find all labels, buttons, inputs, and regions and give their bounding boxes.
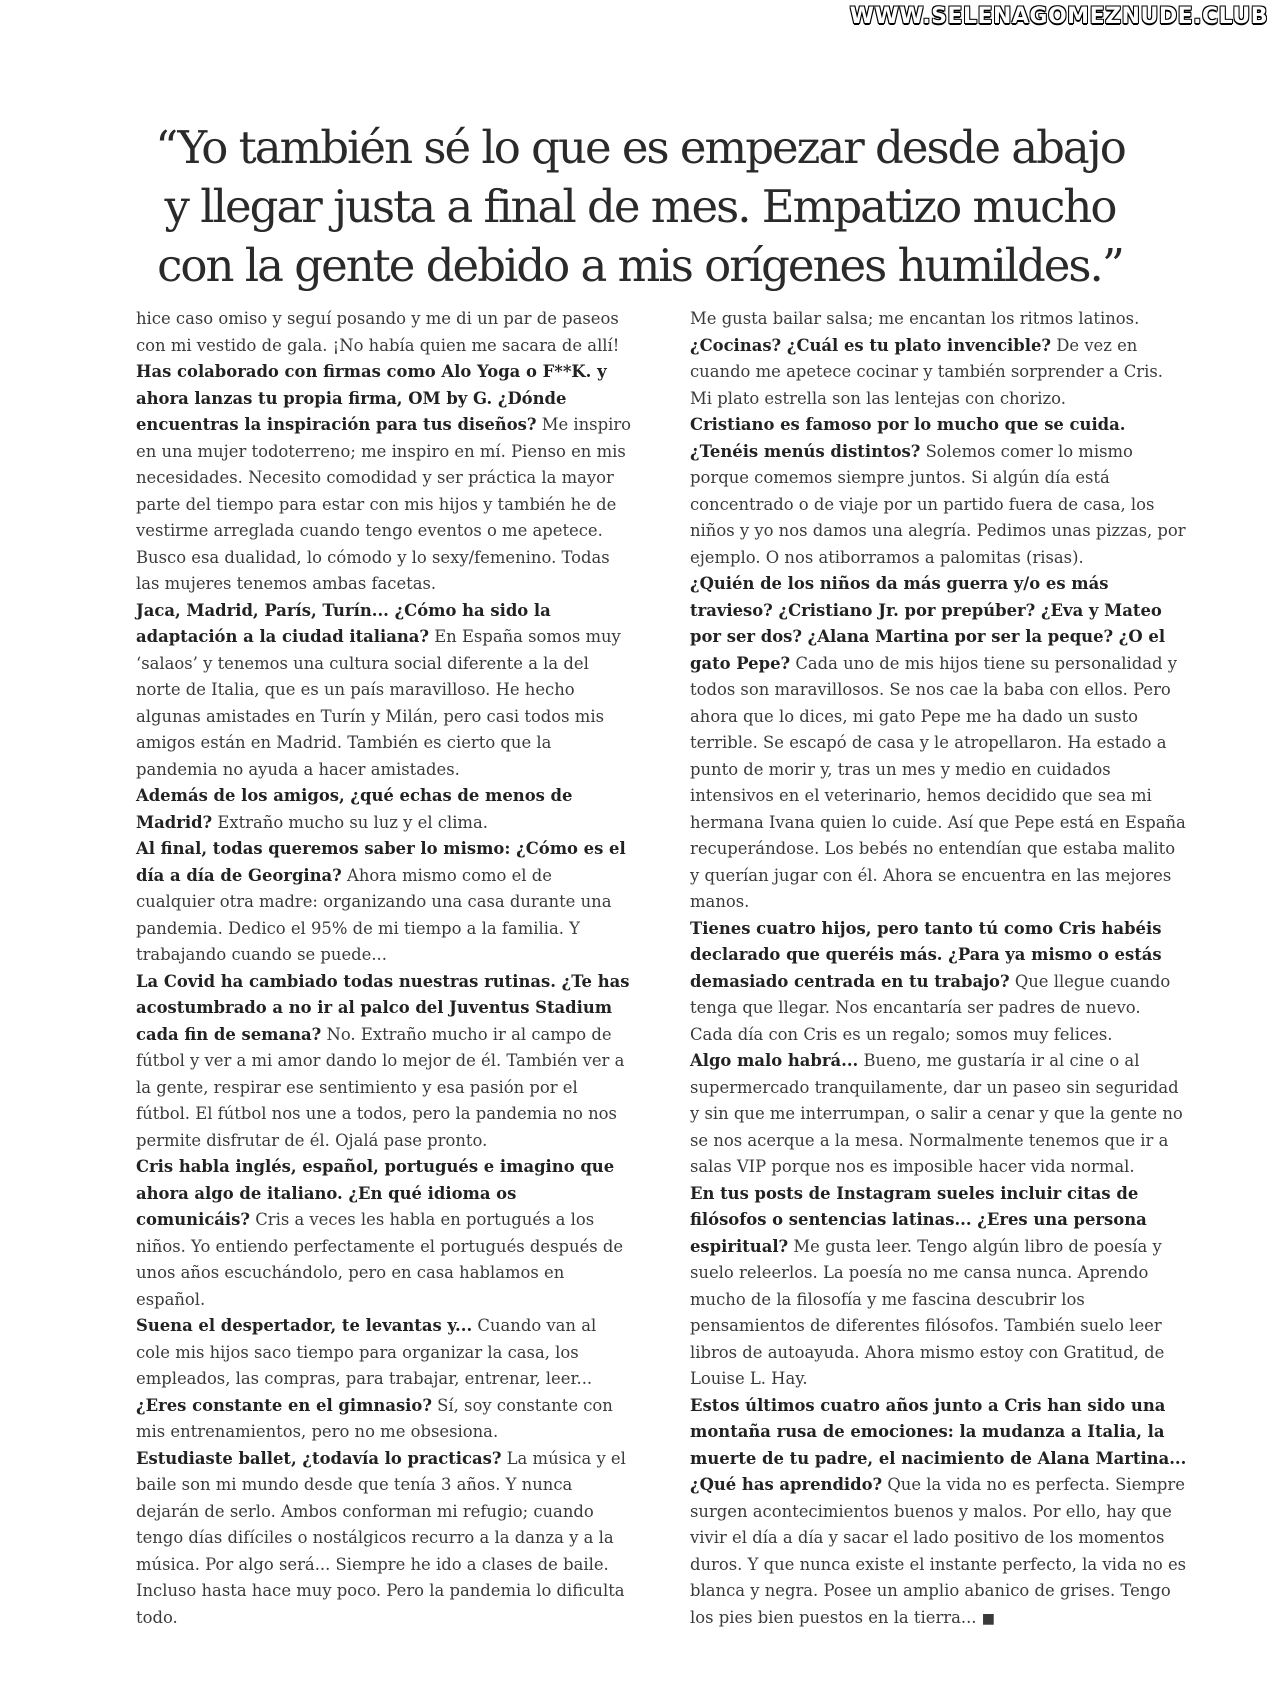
watermark-url: WWW.SELENAGOMEZNUDE.CLUB [849, 4, 1268, 29]
answer-text: Cris a veces les habla en portugués a los niños. Yo entiendo perfectamente el portugués después de unos años escuchándolo, pero en casa hablamos en español. [136, 1210, 624, 1309]
paragraph [690, 306, 1188, 333]
question-text: Algo malo habrá... [690, 1051, 859, 1070]
answer-text: La música y el baile son mi mundo desde que tenía 3 años. Y nunca dejarán de serlo. Ambos conforman mi refugio; cuando tengo días difíciles o nostálgicos recurro a la danza y a la música. Por algo será... Siempre he ido a clases de baile. Incluso hasta hace muy poco. Pero la pandemia lo dificulta todo. [136, 1448, 626, 1627]
question-text: Suena el despertador, te levantas y... [136, 1316, 473, 1335]
question-text: Has colaborado con firmas como Alo Yoga o F**K. y ahora lanzas tu propia firma, OM by G. ¿Dónde encuentras la inspiración para tus diseños? [136, 362, 607, 434]
paragraph [690, 1048, 1188, 1181]
answer-text: Cada uno de mis hijos tiene su personalidad y todos son maravillosos. Se nos cae la baba con ellos. Pero ahora que lo dices, mi gato Pepe me ha dado un susto terrible. Se escapó de casa y le atropellaron. Ha estado a punto de morir y, tras un mes y medio en cuidados intensivos en el veterinario, hemos decidido que sea mi hermana Ivana quien lo cuide. Así que Pepe está en España recuperándose. Los bebés no entendían que estaba malito y querían jugar con él. Ahora se encuentra en las mejores manos. [690, 653, 1186, 911]
answer-text: De vez en cuando me apetece cocinar y también sorprender a Cris. Mi plato estrella son las lentejas con chorizo. [690, 335, 1163, 408]
answer-text: Bueno, me gustaría ir al cine o al supermercado tranquilamente, dar un paseo sin seguridad y sin que me interrumpan, o salir a cenar y que la gente no se nos acerque a la mesa. Normalmente tenemos que ir a salas VIP porque nos es imposible hacer vida normal. [690, 1051, 1183, 1176]
paragraph [136, 306, 634, 359]
question-text: Al final, todas queremos saber lo mismo: ¿Cómo es el día a día de Georgina? [136, 839, 626, 885]
question-text: ¿Quién de los niños da más guerra y/o es más travieso? ¿Cristiano Jr. por prepúber? ¿Eva y Mateo por ser dos? ¿Alana Martina por ser la peque? ¿O el gato Pepe? [690, 574, 1166, 673]
answer-text: Ahora mismo como el de cualquier otra madre: organizando una casa durante una pandemia. Dedico el 95% de mi tiempo a la familia. Y trabajando cuando se puede... [136, 865, 612, 964]
paragraph [690, 1393, 1188, 1633]
paragraph [136, 598, 634, 784]
question-text: Cris habla inglés, español, portugués e imagino que ahora algo de italiano. ¿En qué idioma os comunicáis? [136, 1157, 615, 1229]
answer-text: Me gusta bailar salsa; me encantan los ritmos latinos. [690, 309, 1140, 328]
question-text: Jaca, Madrid, París, Turín... ¿Cómo ha sido la adaptación a la ciudad italiana? [136, 600, 551, 646]
paragraph [690, 333, 1188, 413]
answer-text: Sí, soy constante con mis entrenamientos, pero no me obsesiona. [136, 1395, 613, 1441]
question-text: Cristiano es famoso por lo mucho que se cuida. ¿Tenéis menús distintos? [690, 415, 1126, 461]
paragraph [136, 1313, 634, 1393]
question-text: ¿Eres constante en el gimnasio? [136, 1395, 432, 1415]
question-text: La Covid ha cambiado todas nuestras rutinas. ¿Te has acostumbrado a no ir al palco del Juventus Stadium cada fin de semana? [136, 971, 630, 1044]
question-text: Además de los amigos, ¿qué echas de menos de Madrid? [136, 786, 573, 832]
paragraph [136, 1446, 634, 1632]
question-text: Estudiaste ballet, ¿todavía lo practicas? [136, 1448, 502, 1468]
answer-text: Me inspiro en una mujer todoterreno; me inspiro en mí. Pienso en mis necesidades. Necesito comodidad y ser práctica la mayor parte del tiempo para estar con mis hijos y también he de vestirme arreglada cuando tengo eventos o me apetece. Busco esa dualidad, lo cómodo y lo sexy/femenino. Todas las mujeres tenemos ambas facetas. [136, 415, 632, 593]
paragraph [136, 1393, 634, 1446]
end-of-article-mark: ■ [981, 1610, 995, 1627]
paragraph [136, 783, 634, 836]
paragraph [690, 571, 1188, 916]
paragraph [690, 412, 1188, 571]
question-text: Tienes cuatro hijos, pero tanto tú como Cris habéis declarado que queréis más. ¿Para ya mismo o estás demasiado centrada en tu trabajo? [690, 918, 1162, 991]
left-column [136, 306, 634, 1631]
answer-text: Solemos comer lo mismo porque comemos siempre juntos. Si algún día está concentrado o de viaje por un partido fuera de casa, los niños y yo nos damos una alegría. Pedimos unas pizzas, por ejemplo. O nos atiborramos a palomitas (risas). [690, 441, 1186, 567]
answer-text: Me gusta leer. Tengo algún libro de poesía y suelo releerlos. La poesía no me cansa nunca. Aprendo mucho de la filosofía y me fascina descubrir los pensamientos de diferentes filósofos. También suelo leer libros de autoayuda. Ahora mismo estoy con Gratitud, de Louise L. Hay. [690, 1236, 1165, 1388]
pull-quote: “Yo también sé lo que es empezar desde abajo y llegar justa a final de mes. Empatizo mucho con la gente debido a mis orígenes humildes.” [155, 121, 1125, 292]
answer-text: Que la vida no es perfecta. Siempre surgen acontecimientos buenos y malos. Por ello, hay que vivir el día a día y sacar el lado positivo de los momentos duros. Y que nunca existe el instante perfecto, la vida no es blanca y negra. Posee un amplio abanico de grises. Tengo los pies bien puestos en la tierra... [690, 1475, 1187, 1627]
paragraph [136, 836, 634, 969]
question-text: En tus posts de Instagram sueles incluir citas de filósofos o sentencias latinas... ¿Eres una persona espiritual? [690, 1183, 1147, 1256]
answer-text: Cuando van al cole mis hijos saco tiempo para organizar la casa, los empleados, las compras, para trabajar, entrenar, leer... [136, 1316, 597, 1388]
answer-text: Extraño mucho su luz y el clima. [217, 812, 488, 832]
paragraph [136, 359, 634, 598]
paragraph [136, 969, 634, 1155]
paragraph [136, 1154, 634, 1313]
paragraph [690, 1181, 1188, 1393]
question-text: ¿Cocinas? ¿Cuál es tu plato invencible? [690, 335, 1051, 355]
paragraph [690, 916, 1188, 1049]
answer-text: No. Extraño mucho ir al campo de fútbol y ver a mi amor dando lo mejor de él. También ver a la gente, respirar ese sentimiento y esa pasión por el fútbol. El fútbol nos une a todos, pero la pandemia no nos permite disfrutar de él. Ojalá pase pronto. [136, 1024, 625, 1150]
answer-text: En España somos muy ‘salaos’ y tenemos una cultura social diferente a la del norte de Italia, que es un país maravilloso. He hecho algunas amistades en Turín y Milán, pero casi todos mis amigos están en Madrid. También es cierto que la pandemia no ayuda a hacer amistades. [136, 627, 621, 779]
right-column [690, 306, 1188, 1632]
question-text: Estos últimos cuatro años junto a Cris han sido una montaña rusa de emociones: la mudanza a Italia, la muerte de tu padre, el nacimiento de Alana Martina... ¿Qué has aprendido? [690, 1395, 1187, 1494]
answer-text: Que llegue cuando tenga que llegar. Nos encantaría ser padres de nuevo. Cada día con Cris es un regalo; somos muy felices. [690, 971, 1171, 1044]
answer-text: hice caso omiso y seguí posando y me di un par de paseos con mi vestido de gala. ¡No había quien me sacara de allí! [136, 309, 620, 355]
